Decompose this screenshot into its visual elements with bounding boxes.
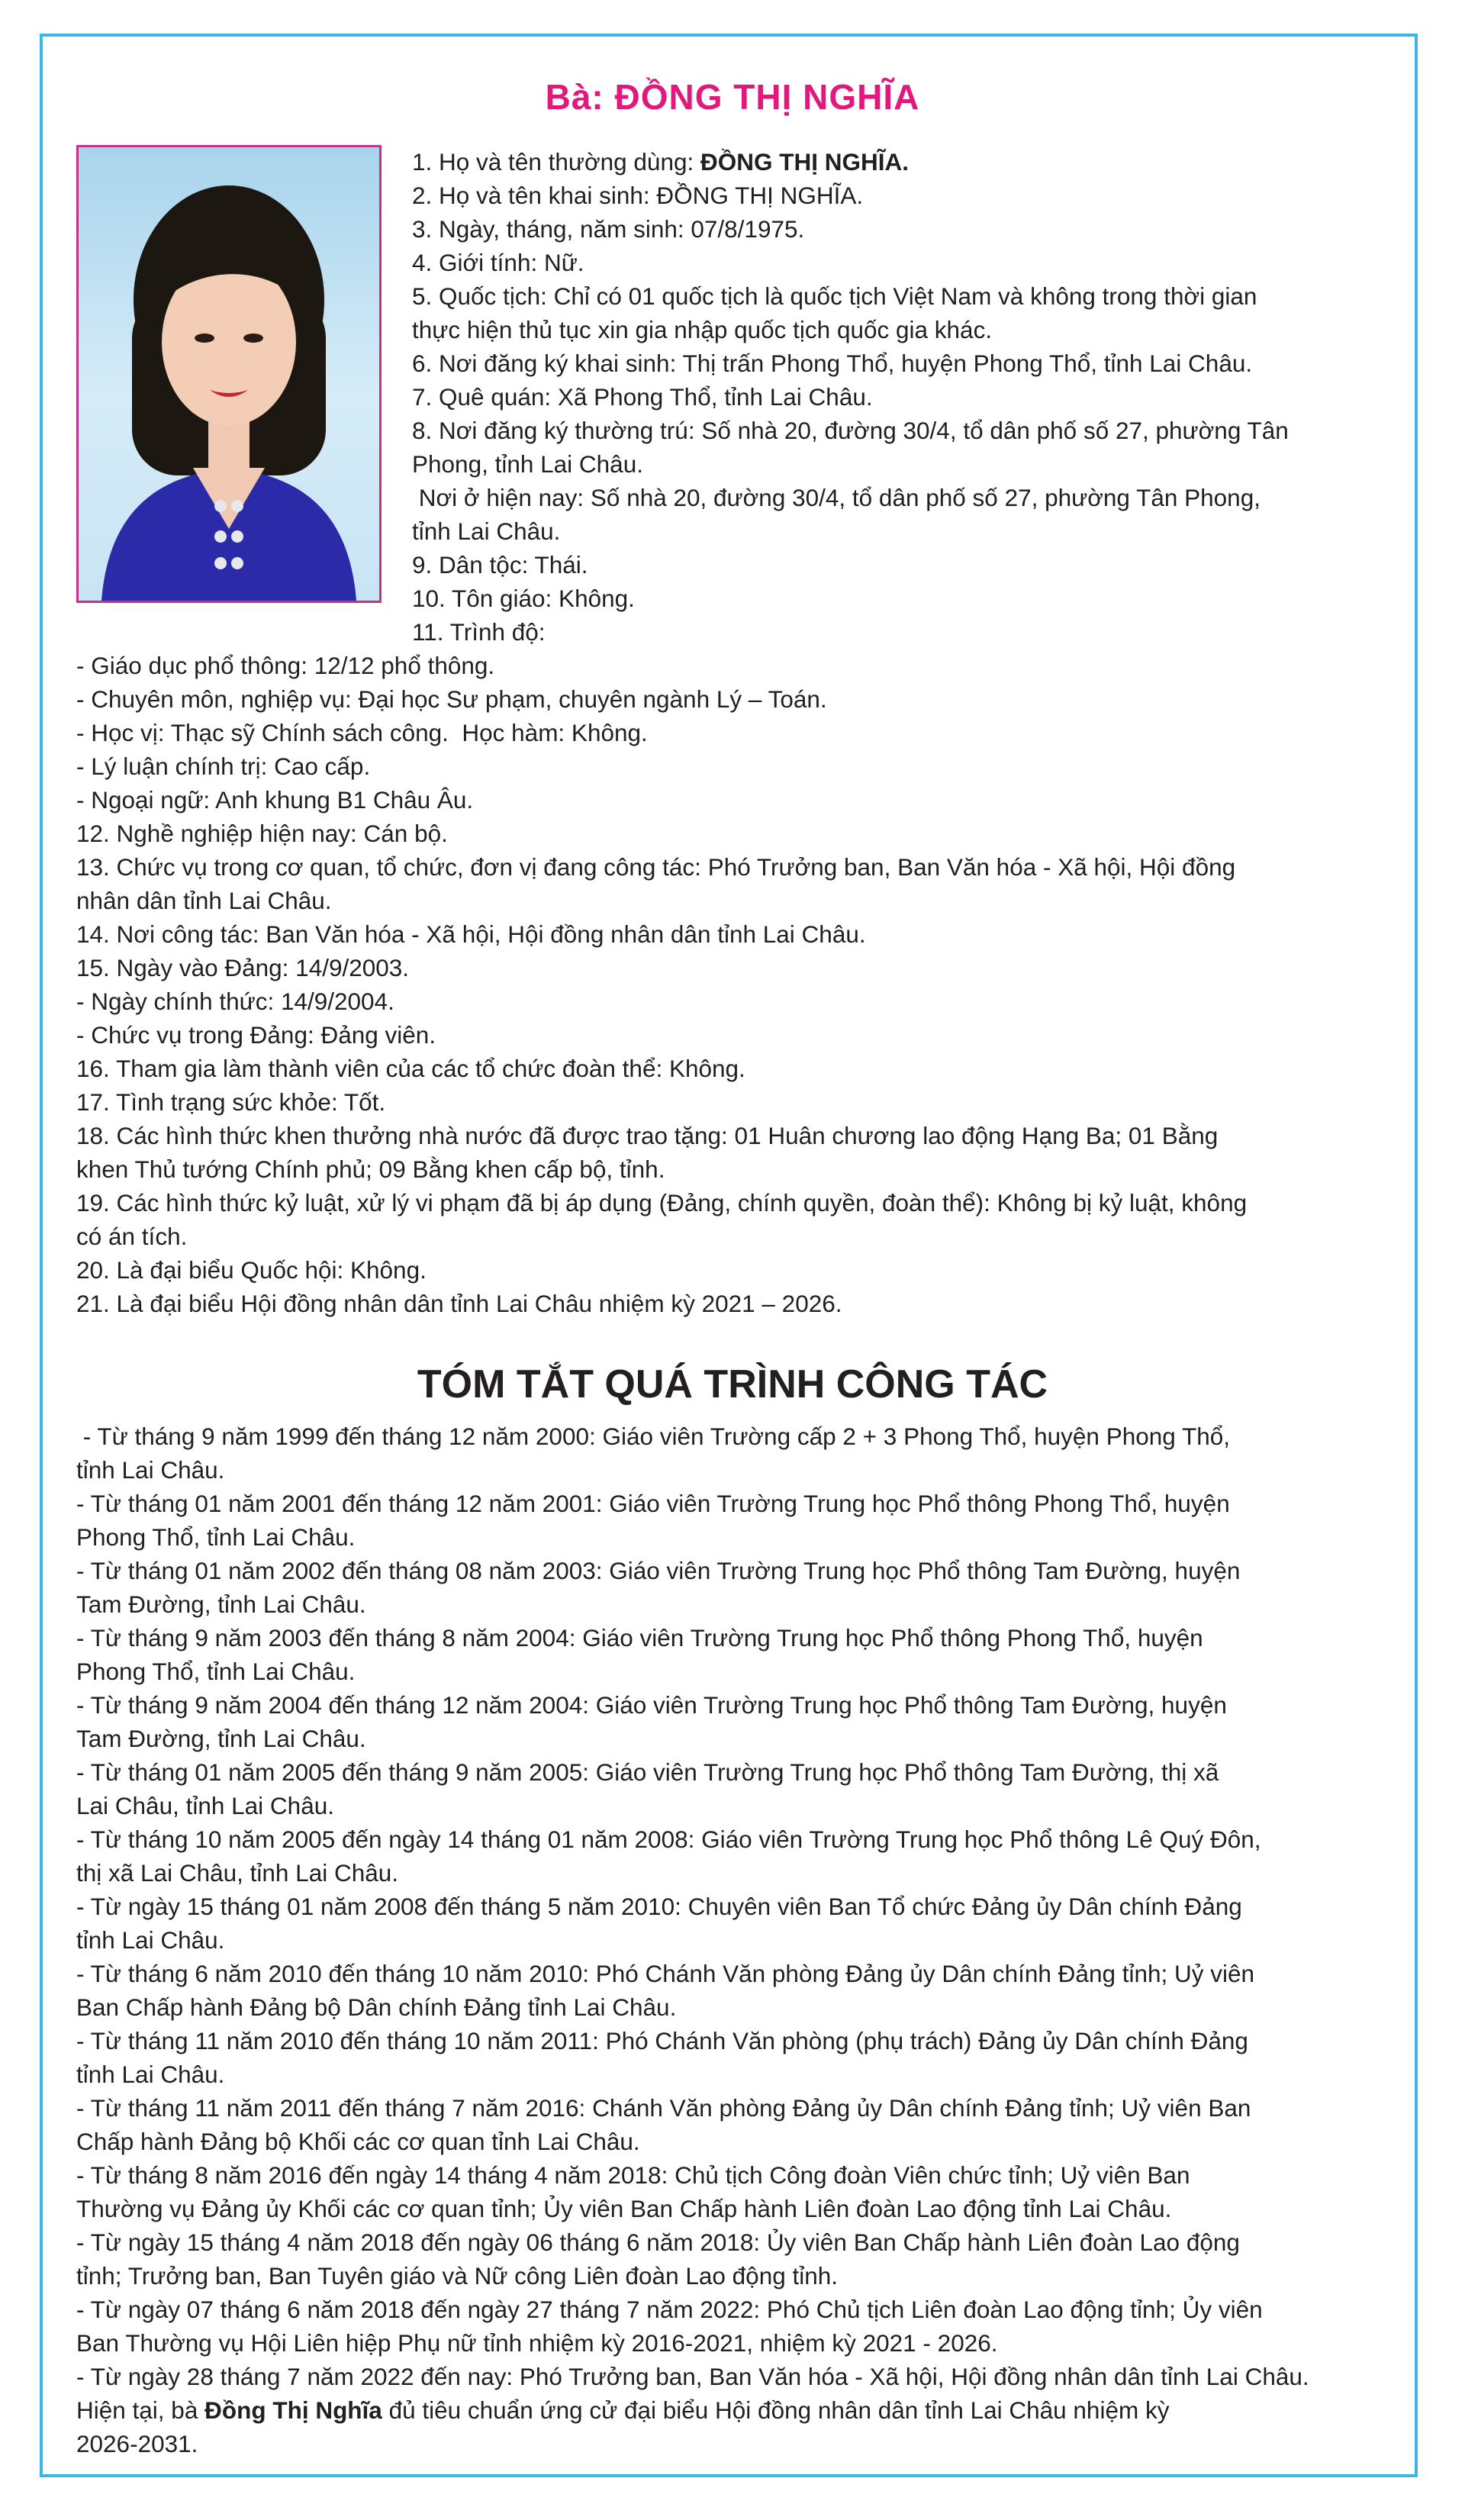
career-line: Tam Đường, tỉnh Lai Châu. xyxy=(76,1725,366,1752)
career-line: - Từ tháng 8 năm 2016 đến ngày 14 tháng 4 năm 2018: Chủ tịch Công đoàn Viên chức tỉnh; Uỷ viên Ban xyxy=(76,2161,1190,2189)
profile-line: 8. Nơi đăng ký thường trú: Số nhà 20, đường 30/4, tổ dân phố số 27, phường Tân xyxy=(412,417,1289,444)
career-line: - Từ tháng 01 năm 2002 đến tháng 08 năm 2003: Giáo viên Trường Trung học Phổ thông Tam Đường, huyện xyxy=(76,1557,1241,1584)
profile-line: 4. Giới tính: Nữ. xyxy=(412,249,584,276)
career-line: Chấp hành Đảng bộ Khối các cơ quan tỉnh Lai Châu. xyxy=(76,2128,640,2155)
profile-line: - Ngày chính thức: 14/9/2004. xyxy=(76,988,394,1015)
career-heading: TÓM TẮT QUÁ TRÌNH CÔNG TÁC xyxy=(417,1362,1048,1407)
profile-line: 10. Tôn giáo: Không. xyxy=(412,585,635,612)
career-line: - Từ tháng 9 năm 1999 đến tháng 12 năm 2000: Giáo viên Trường cấp 2 + 3 Phong Thổ, huyện Phong Thổ, xyxy=(76,1423,1230,1450)
career-line: thị xã Lai Châu, tỉnh Lai Châu. xyxy=(76,1859,399,1887)
profile-line: 9. Dân tộc: Thái. xyxy=(412,551,588,578)
profile-line: 16. Tham gia làm thành viên của các tổ chức đoàn thể: Không. xyxy=(76,1055,745,1082)
career-line: - Từ ngày 15 tháng 01 năm 2008 đến tháng 5 năm 2010: Chuyên viên Ban Tổ chức Đảng ủy Dân chính Đảng xyxy=(76,1893,1242,1920)
career-summary xyxy=(76,1420,1309,2460)
page-title: Bà: ĐỒNG THỊ NGHĨA xyxy=(545,77,920,117)
profile-line: 20. Là đại biểu Quốc hội: Không. xyxy=(76,1256,427,1284)
profile-line: - Học vị: Thạc sỹ Chính sách công. Học hàm: Không. xyxy=(76,719,648,746)
profile-line: 2. Họ và tên khai sinh: ĐỒNG THỊ NGHĨA. xyxy=(412,182,864,209)
career-line: Thường vụ Đảng ủy Khối các cơ quan tỉnh; Ủy viên Ban Chấp hành Liên đoàn Lao động tỉnh Lai Châu. xyxy=(76,2195,1172,2222)
profile-line: 5. Quốc tịch: Chỉ có 01 quốc tịch là quốc tịch Việt Nam và không trong thời gian xyxy=(412,282,1257,310)
career-line: tỉnh Lai Châu. xyxy=(76,1456,225,1484)
profile-line: 12. Nghề nghiệp hiện nay: Cán bộ. xyxy=(76,820,448,847)
profile-line: 18. Các hình thức khen thưởng nhà nước đã được trao tặng: 01 Huân chương lao động Hạng Ba; 01 Bằng xyxy=(76,1122,1219,1149)
profile-line: - Lý luận chính trị: Cao cấp. xyxy=(76,752,371,780)
profile-line: 6. Nơi đăng ký khai sinh: Thị trấn Phong Thổ, huyện Phong Thổ, tỉnh Lai Châu. xyxy=(412,350,1253,377)
career-line: Lai Châu, tỉnh Lai Châu. xyxy=(76,1792,334,1819)
career-line: Tam Đường, tỉnh Lai Châu. xyxy=(76,1590,366,1618)
profile-line: - Giáo dục phổ thông: 12/12 phổ thông. xyxy=(76,652,495,679)
career-line: - Từ tháng 10 năm 2005 đến ngày 14 tháng 01 năm 2008: Giáo viên Trường Trung học Phổ thông Lê Quý Đôn, xyxy=(76,1826,1261,1853)
profile-line: - Chuyên môn, nghiệp vụ: Đại học Sư phạm, chuyên ngành Lý – Toán. xyxy=(76,685,827,713)
candidate-name: Đồng Thị Nghĩa xyxy=(204,2396,382,2424)
career-line: - Từ tháng 9 năm 2004 đến tháng 12 năm 2004: Giáo viên Trường Trung học Phổ thông Tam Đường, huyện xyxy=(76,1691,1227,1719)
career-line: - Từ ngày 15 tháng 4 năm 2018 đến ngày 06 tháng 6 năm 2018: Ủy viên Ban Chấp hành Liên đoàn Lao động xyxy=(76,2228,1240,2256)
career-line: Phong Thổ, tỉnh Lai Châu. xyxy=(76,1658,356,1685)
career-line: tỉnh; Trưởng ban, Ban Tuyên giáo và Nữ công Liên đoàn Lao động tỉnh. xyxy=(76,2262,839,2290)
profile-line: 19. Các hình thức kỷ luật, xử lý vi phạm đã bị áp dụng (Đảng, chính quyền, đoàn thể): Không bị kỷ luật, không xyxy=(76,1189,1248,1216)
career-line: - Từ tháng 9 năm 2003 đến tháng 8 năm 2004: Giáo viên Trường Trung học Phổ thông Phong Thổ, huyện xyxy=(76,1624,1203,1652)
profile-line: nhân dân tỉnh Lai Châu. xyxy=(76,887,332,914)
profile-line: - Chức vụ trong Đảng: Đảng viên. xyxy=(76,1021,436,1049)
career-line: tỉnh Lai Châu. xyxy=(76,2061,225,2088)
profile-line: 15. Ngày vào Đảng: 14/9/2003. xyxy=(76,954,410,981)
profile-line: có án tích. xyxy=(76,1223,188,1250)
career-line: - Từ tháng 01 năm 2001 đến tháng 12 năm 2001: Giáo viên Trường Trung học Phổ thông Phong Thổ, huyện xyxy=(76,1490,1230,1517)
profile-line: 14. Nơi công tác: Ban Văn hóa - Xã hội, Hội đồng nhân dân tỉnh Lai Châu. xyxy=(76,920,866,948)
profile-line: 7. Quê quán: Xã Phong Thổ, tỉnh Lai Châu. xyxy=(412,383,873,411)
profile-line: 3. Ngày, tháng, năm sinh: 07/8/1975. xyxy=(412,215,805,243)
career-line: - Từ tháng 01 năm 2005 đến tháng 9 năm 2005: Giáo viên Trường Trung học Phổ thông Tam Đường, thị xã xyxy=(76,1758,1219,1786)
profile-line: Nơi ở hiện nay: Số nhà 20, đường 30/4, tổ dân phố số 27, phường Tân Phong, xyxy=(412,484,1261,511)
profile-line: 11. Trình độ: xyxy=(412,618,546,646)
career-line: - Từ tháng 11 năm 2010 đến tháng 10 năm 2011: Phó Chánh Văn phòng (phụ trách) Đảng ủy Dân chính Đảng xyxy=(76,2027,1248,2054)
career-line: - Từ ngày 07 tháng 6 năm 2018 đến ngày 27 tháng 7 năm 2022: Phó Chủ tịch Liên đoàn Lao động tỉnh; Ủy viên xyxy=(76,2296,1263,2323)
profile-line: khen Thủ tướng Chính phủ; 09 Bằng khen cấp bộ, tỉnh. xyxy=(76,1155,665,1183)
profile-line: 1. Họ và tên thường dùng: ĐỒNG THỊ NGHĨA. xyxy=(412,148,909,176)
portrait-photo xyxy=(76,145,382,603)
profile-line: thực hiện thủ tục xin gia nhập quốc tịch quốc gia khác. xyxy=(412,316,993,343)
career-line: Ban Thường vụ Hội Liên hiệp Phụ nữ tỉnh nhiệm kỳ 2016-2021, nhiệm kỳ 2021 - 2026. xyxy=(76,2329,998,2357)
profile-line: - Ngoại ngữ: Anh khung B1 Châu Âu. xyxy=(76,786,474,814)
profile-details xyxy=(76,649,1247,1320)
career-line: - Từ tháng 11 năm 2011 đến tháng 7 năm 2016: Chánh Văn phòng Đảng ủy Dân chính Đảng tỉnh; Uỷ viên Ban xyxy=(76,2094,1251,2122)
profile-line: 21. Là đại biểu Hội đồng nhân dân tỉnh Lai Châu nhiệm kỳ 2021 – 2026. xyxy=(76,1290,842,1317)
profile-line: Phong, tỉnh Lai Châu. xyxy=(412,450,643,478)
closing-statement: Hiện tại, bà Đồng Thị Nghĩa đủ tiêu chuẩn ứng cử đại biểu Hội đồng nhân dân tỉnh Lai Châu nhiệm kỳ xyxy=(76,2396,1170,2424)
profile-line: tỉnh Lai Châu. xyxy=(412,517,561,545)
career-line: Phong Thổ, tỉnh Lai Châu. xyxy=(76,1523,356,1551)
profile-line: 13. Chức vụ trong cơ quan, tổ chức, đơn vị đang công tác: Phó Trưởng ban, Ban Văn hóa - Xã hội, Hội đồng xyxy=(76,853,1236,881)
profile-line: 17. Tình trạng sức khỏe: Tốt. xyxy=(76,1088,386,1116)
closing-statement-end: 2026-2031. xyxy=(76,2430,198,2457)
career-line: - Từ tháng 6 năm 2010 đến tháng 10 năm 2010: Phó Chánh Văn phòng Đảng ủy Dân chính Đảng tỉnh; Uỷ viên xyxy=(76,1960,1255,1987)
career-line: Ban Chấp hành Đảng bộ Dân chính Đảng tỉnh Lai Châu. xyxy=(76,1993,677,2021)
career-line: tỉnh Lai Châu. xyxy=(76,1926,225,1954)
career-line: - Từ ngày 28 tháng 7 năm 2022 đến nay: Phó Trưởng ban, Ban Văn hóa - Xã hội, Hội đồng nhân dân tỉnh Lai Châu. xyxy=(76,2363,1309,2390)
profile-summary xyxy=(412,145,1289,649)
